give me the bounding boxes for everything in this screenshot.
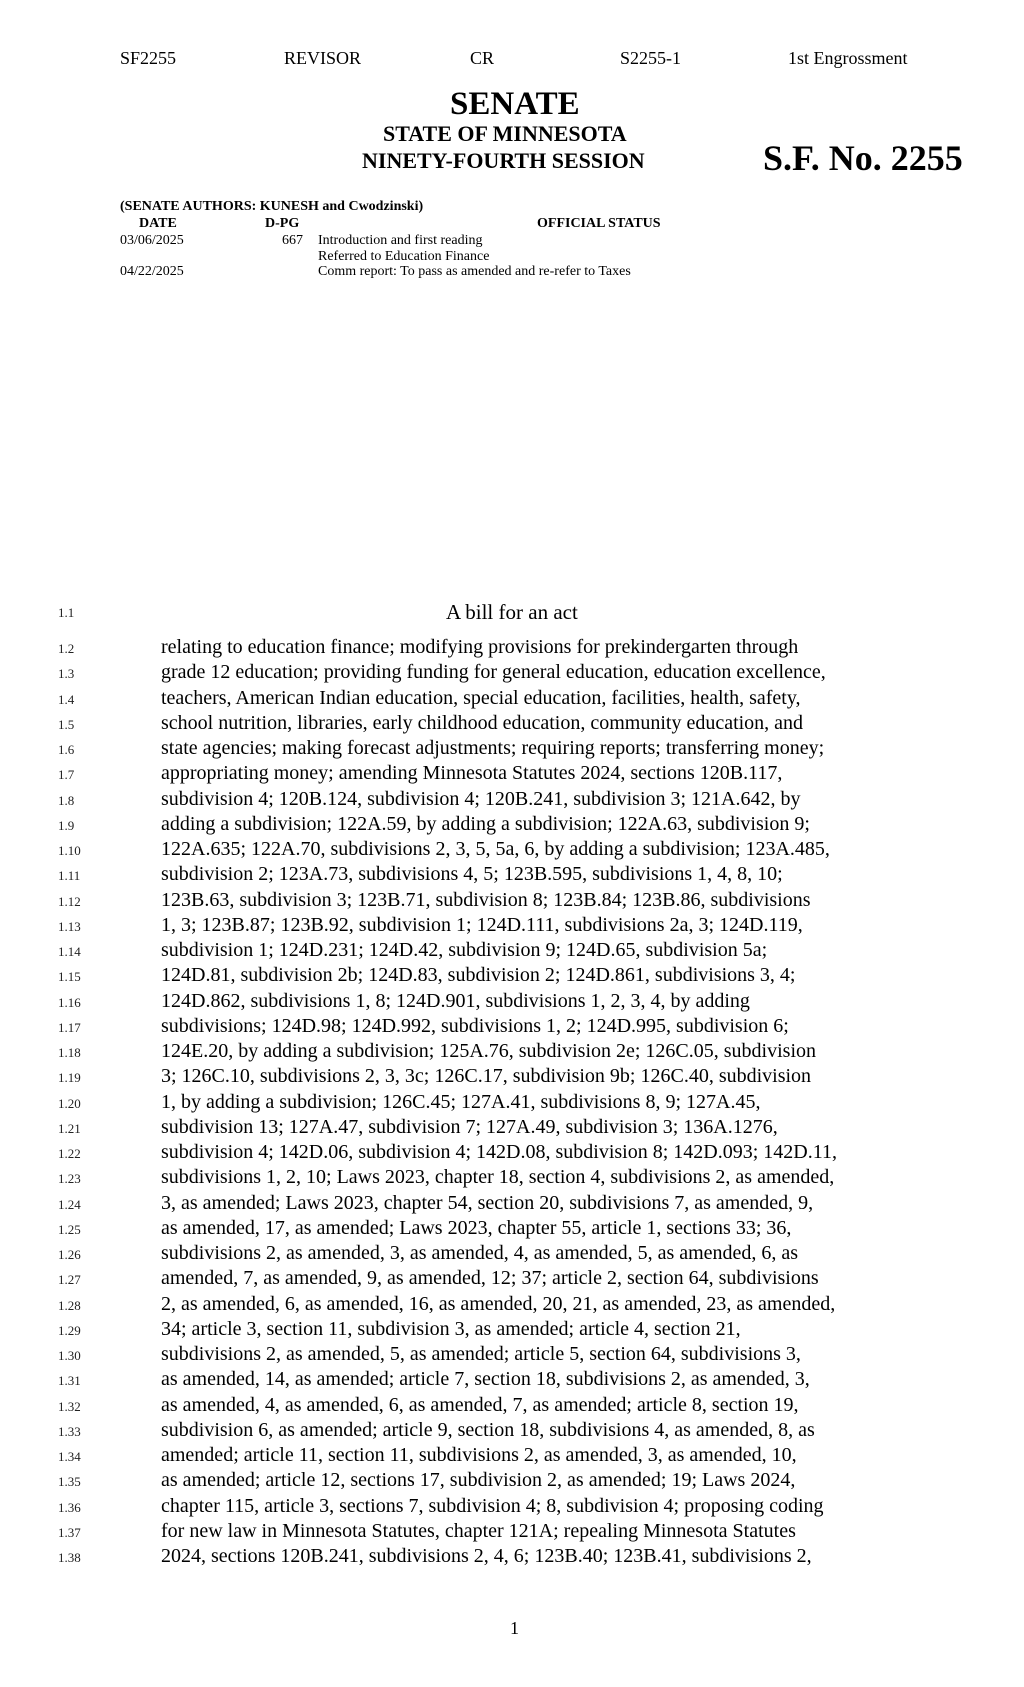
header-file-id: SF2255 bbox=[120, 48, 177, 68]
bill-line bbox=[0, 1444, 1024, 1469]
bill-line bbox=[0, 838, 1024, 863]
line-number: 1.22 bbox=[58, 1146, 81, 1161]
line-number: 1.13 bbox=[58, 918, 81, 934]
bill-line bbox=[0, 687, 1024, 712]
bill-line bbox=[0, 813, 1024, 838]
bill-line bbox=[0, 1141, 1024, 1166]
status-action: Comm report: To pass as amended and re-refer to Taxes bbox=[318, 264, 631, 279]
line-text: as amended, 14, as amended; article 7, section 18, subdivisions 2, as amended, 3, bbox=[161, 1368, 810, 1391]
bill-line bbox=[0, 1318, 1024, 1343]
line-number: 1.36 bbox=[58, 1499, 81, 1515]
bill-line bbox=[0, 1217, 1024, 1242]
line-text: subdivision 4; 120B.124, subdivision 4; 120B.241, subdivision 3; 121A.642, by bbox=[161, 787, 801, 810]
line-number: 1.9 bbox=[58, 817, 75, 833]
bill-title-line bbox=[0, 598, 1024, 636]
bill-line bbox=[0, 1267, 1024, 1292]
bill-line bbox=[0, 863, 1024, 888]
line-number: 1.27 bbox=[58, 1272, 81, 1288]
line-number: 1.33 bbox=[58, 1423, 81, 1439]
bill-title: A bill for an act bbox=[446, 600, 578, 624]
line-text: 3, as amended; Laws 2023, chapter 54, section 20, subdivisions 7, as amended, 9, bbox=[161, 1191, 814, 1214]
status-col-dpg: D-PG bbox=[265, 216, 300, 231]
line-text: 2024, sections 120B.241, subdivisions 2, 4, 6; 123B.40; 123B.41, subdivisions 2, bbox=[161, 1545, 812, 1567]
line-text: 1, 3; 123B.87; 123B.92, subdivision 1; 124D.111, subdivisions 2a, 3; 124D.119, bbox=[161, 913, 803, 936]
bill-line bbox=[0, 939, 1024, 964]
bill-line bbox=[0, 1343, 1024, 1368]
line-number: 1.1 bbox=[58, 605, 75, 620]
bill-text bbox=[0, 598, 1024, 1570]
line-text: chapter 115, article 3, sections 7, subdivision 4; 8, subdivision 4; proposing coding bbox=[161, 1494, 824, 1517]
header-revisor: REVISOR bbox=[284, 48, 362, 68]
line-text: grade 12 education; providing funding for general education, education excellence, bbox=[161, 661, 826, 684]
line-number: 1.28 bbox=[58, 1297, 81, 1313]
header-bill-code: S2255-1 bbox=[620, 48, 682, 68]
bill-line bbox=[0, 762, 1024, 787]
line-text: state agencies; making forecast adjustments; requiring reports; transferring money; bbox=[161, 737, 825, 759]
bill-line bbox=[0, 964, 1024, 989]
line-number: 1.2 bbox=[58, 641, 75, 656]
bill-line bbox=[0, 1469, 1024, 1494]
line-number: 1.5 bbox=[58, 716, 75, 732]
line-text: amended, 7, as amended, 9, as amended, 12; 37; article 2, section 64, subdivisions bbox=[161, 1267, 819, 1290]
state-title: STATE OF MINNESOTA bbox=[383, 121, 627, 146]
line-text: 34; article 3, section 11, subdivision 3, as amended; article 4, section 21, bbox=[161, 1317, 741, 1340]
bill-line bbox=[0, 1545, 1024, 1570]
line-text: for new law in Minnesota Statutes, chapter 121A; repealing Minnesota Statutes bbox=[161, 1519, 796, 1542]
status-table bbox=[0, 233, 1024, 280]
line-number: 1.32 bbox=[58, 1398, 81, 1414]
line-number: 1.16 bbox=[58, 994, 81, 1010]
bill-line bbox=[0, 889, 1024, 914]
status-row bbox=[0, 264, 1024, 280]
line-text: subdivisions; 124D.98; 124D.992, subdivisions 1, 2; 124D.995, subdivision 6; bbox=[161, 1014, 789, 1037]
line-number: 1.21 bbox=[58, 1120, 81, 1136]
bill-line bbox=[0, 1015, 1024, 1040]
bill-line bbox=[0, 788, 1024, 813]
line-text: as amended, 17, as amended; Laws 2023, chapter 55, article 1, sections 33; 36, bbox=[161, 1216, 792, 1239]
line-text: 124D.862, subdivisions 1, 8; 124D.901, subdivisions 1, 2, 3, 4, by adding bbox=[161, 989, 750, 1012]
line-number: 1.8 bbox=[58, 792, 75, 808]
line-number: 1.17 bbox=[58, 1019, 81, 1035]
line-text: as amended, 4, as amended, 6, as amended, 7, as amended; article 8, section 19, bbox=[161, 1393, 799, 1416]
status-action: Referred to Education Finance bbox=[318, 248, 490, 264]
bill-line bbox=[0, 1495, 1024, 1520]
line-text: subdivisions 2, as amended, 5, as amended; article 5, section 64, subdivisions 3, bbox=[161, 1343, 801, 1365]
bill-line bbox=[0, 661, 1024, 686]
line-text: subdivision 13; 127A.47, subdivision 7; 127A.49, subdivision 3; 136A.1276, bbox=[161, 1115, 778, 1138]
status-row bbox=[0, 249, 1024, 265]
line-text: school nutrition, libraries, early childhood education, community education, and bbox=[161, 711, 804, 734]
senate-title: SENATE bbox=[450, 86, 580, 122]
bill-line bbox=[0, 1419, 1024, 1444]
line-number: 1.31 bbox=[58, 1373, 81, 1389]
line-text: 124E.20, by adding a subdivision; 125A.76, subdivision 2e; 126C.05, subdivision bbox=[161, 1040, 817, 1062]
line-number: 1.35 bbox=[58, 1474, 81, 1490]
bill-line bbox=[0, 1091, 1024, 1116]
line-number: 1.38 bbox=[58, 1550, 81, 1565]
line-number: 1.30 bbox=[58, 1348, 81, 1363]
line-text: amended; article 11, section 11, subdivisions 2, as amended, 3, as amended, 10, bbox=[161, 1444, 797, 1466]
bill-line bbox=[0, 1065, 1024, 1090]
bill-line bbox=[0, 990, 1024, 1015]
bill-line bbox=[0, 1040, 1024, 1065]
status-date: 03/06/2025 bbox=[120, 233, 184, 248]
session-title: NINETY-FOURTH SESSION bbox=[362, 148, 645, 173]
line-text: subdivision 6, as amended; article 9, section 18, subdivisions 4, as amended, 8, as bbox=[161, 1418, 815, 1441]
line-number: 1.12 bbox=[58, 893, 81, 909]
line-text: 3; 126C.10, subdivisions 2, 3, 3c; 126C.17, subdivision 9b; 126C.40, subdivision bbox=[161, 1065, 812, 1088]
line-number: 1.25 bbox=[58, 1221, 81, 1237]
line-number: 1.7 bbox=[58, 767, 75, 783]
line-text: 122A.635; 122A.70, subdivisions 2, 3, 5, 5a, 6, by adding a subdivision; 123A.485, bbox=[161, 838, 830, 860]
status-page: 667 bbox=[282, 233, 303, 248]
running-header bbox=[0, 48, 1024, 72]
status-row bbox=[0, 233, 1024, 249]
line-text: relating to education finance; modifying provisions for prekindergarten through bbox=[161, 636, 799, 658]
header-drafter: CR bbox=[470, 48, 495, 68]
line-text: subdivisions 2, as amended, 3, as amended, 4, as amended, 5, as amended, 6, as bbox=[161, 1242, 799, 1264]
line-number: 1.11 bbox=[58, 868, 81, 884]
line-text: 2, as amended, 6, as amended, 16, as amended, 20, 21, as amended, 23, as amended, bbox=[161, 1292, 836, 1315]
line-number: 1.37 bbox=[58, 1524, 81, 1540]
senate-authors: (SENATE AUTHORS: KUNESH and Cwodzinski) bbox=[120, 199, 424, 214]
line-text: subdivision 4; 142D.06, subdivision 4; 142D.08, subdivision 8; 142D.093; 142D.11, bbox=[161, 1141, 837, 1163]
line-number: 1.15 bbox=[58, 969, 81, 985]
line-number: 1.24 bbox=[58, 1196, 81, 1212]
status-col-official: OFFICIAL STATUS bbox=[537, 216, 661, 231]
bill-line bbox=[0, 712, 1024, 737]
line-text: subdivision 2; 123A.73, subdivisions 4, 5; 123B.595, subdivisions 1, 4, 8, 10; bbox=[161, 863, 783, 886]
line-number: 1.18 bbox=[58, 1045, 81, 1060]
line-text: subdivisions 1, 2, 10; Laws 2023, chapter 18, section 4, subdivisions 2, as amended, bbox=[161, 1166, 835, 1189]
line-text: appropriating money; amending Minnesota Statutes 2024, sections 120B.117, bbox=[161, 762, 783, 785]
line-text: 124D.81, subdivision 2b; 124D.83, subdivision 2; 124D.861, subdivisions 3, 4; bbox=[161, 964, 796, 987]
header-engrossment: 1st Engrossment bbox=[788, 48, 908, 68]
line-number: 1.26 bbox=[58, 1247, 81, 1262]
line-number: 1.29 bbox=[58, 1322, 81, 1338]
line-number: 1.6 bbox=[58, 742, 75, 757]
line-number: 1.23 bbox=[58, 1171, 81, 1187]
line-number: 1.34 bbox=[58, 1449, 81, 1464]
line-number: 1.3 bbox=[58, 666, 75, 682]
page-number: 1 bbox=[510, 1618, 519, 1638]
status-col-date: DATE bbox=[139, 216, 177, 231]
line-text: as amended; article 12, sections 17, subdivision 2, as amended; 19; Laws 2024, bbox=[161, 1469, 796, 1492]
line-text: adding a subdivision; 122A.59, by adding a subdivision; 122A.63, subdivision 9; bbox=[161, 812, 810, 835]
line-text: 1, by adding a subdivision; 126C.45; 127A.41, subdivisions 8, 9; 127A.45, bbox=[161, 1090, 761, 1113]
line-text: 123B.63, subdivision 3; 123B.71, subdivision 8; 123B.84; 123B.86, subdivisions bbox=[161, 888, 811, 911]
line-number: 1.10 bbox=[58, 843, 81, 858]
bill-line bbox=[0, 914, 1024, 939]
line-text: subdivision 1; 124D.231; 124D.42, subdivision 9; 124D.65, subdivision 5a; bbox=[161, 939, 768, 961]
bill-line bbox=[0, 1368, 1024, 1393]
line-number: 1.4 bbox=[58, 691, 75, 707]
line-number: 1.14 bbox=[58, 944, 81, 959]
bill-line bbox=[0, 636, 1024, 661]
line-number: 1.20 bbox=[58, 1095, 81, 1111]
bill-line bbox=[0, 1520, 1024, 1545]
bill-line bbox=[0, 1394, 1024, 1419]
line-text: teachers, American Indian education, special education, facilities, health, safety, bbox=[161, 686, 801, 709]
bill-line bbox=[0, 1192, 1024, 1217]
line-number: 1.19 bbox=[58, 1070, 81, 1086]
bill-line bbox=[0, 1242, 1024, 1267]
bill-line bbox=[0, 737, 1024, 762]
bill-line bbox=[0, 1166, 1024, 1191]
bill-line bbox=[0, 1293, 1024, 1318]
bill-number: S.F. No. 2255 bbox=[763, 138, 963, 178]
status-date: 04/22/2025 bbox=[120, 264, 184, 279]
status-action: Introduction and first reading bbox=[318, 233, 483, 248]
bill-line bbox=[0, 1116, 1024, 1141]
